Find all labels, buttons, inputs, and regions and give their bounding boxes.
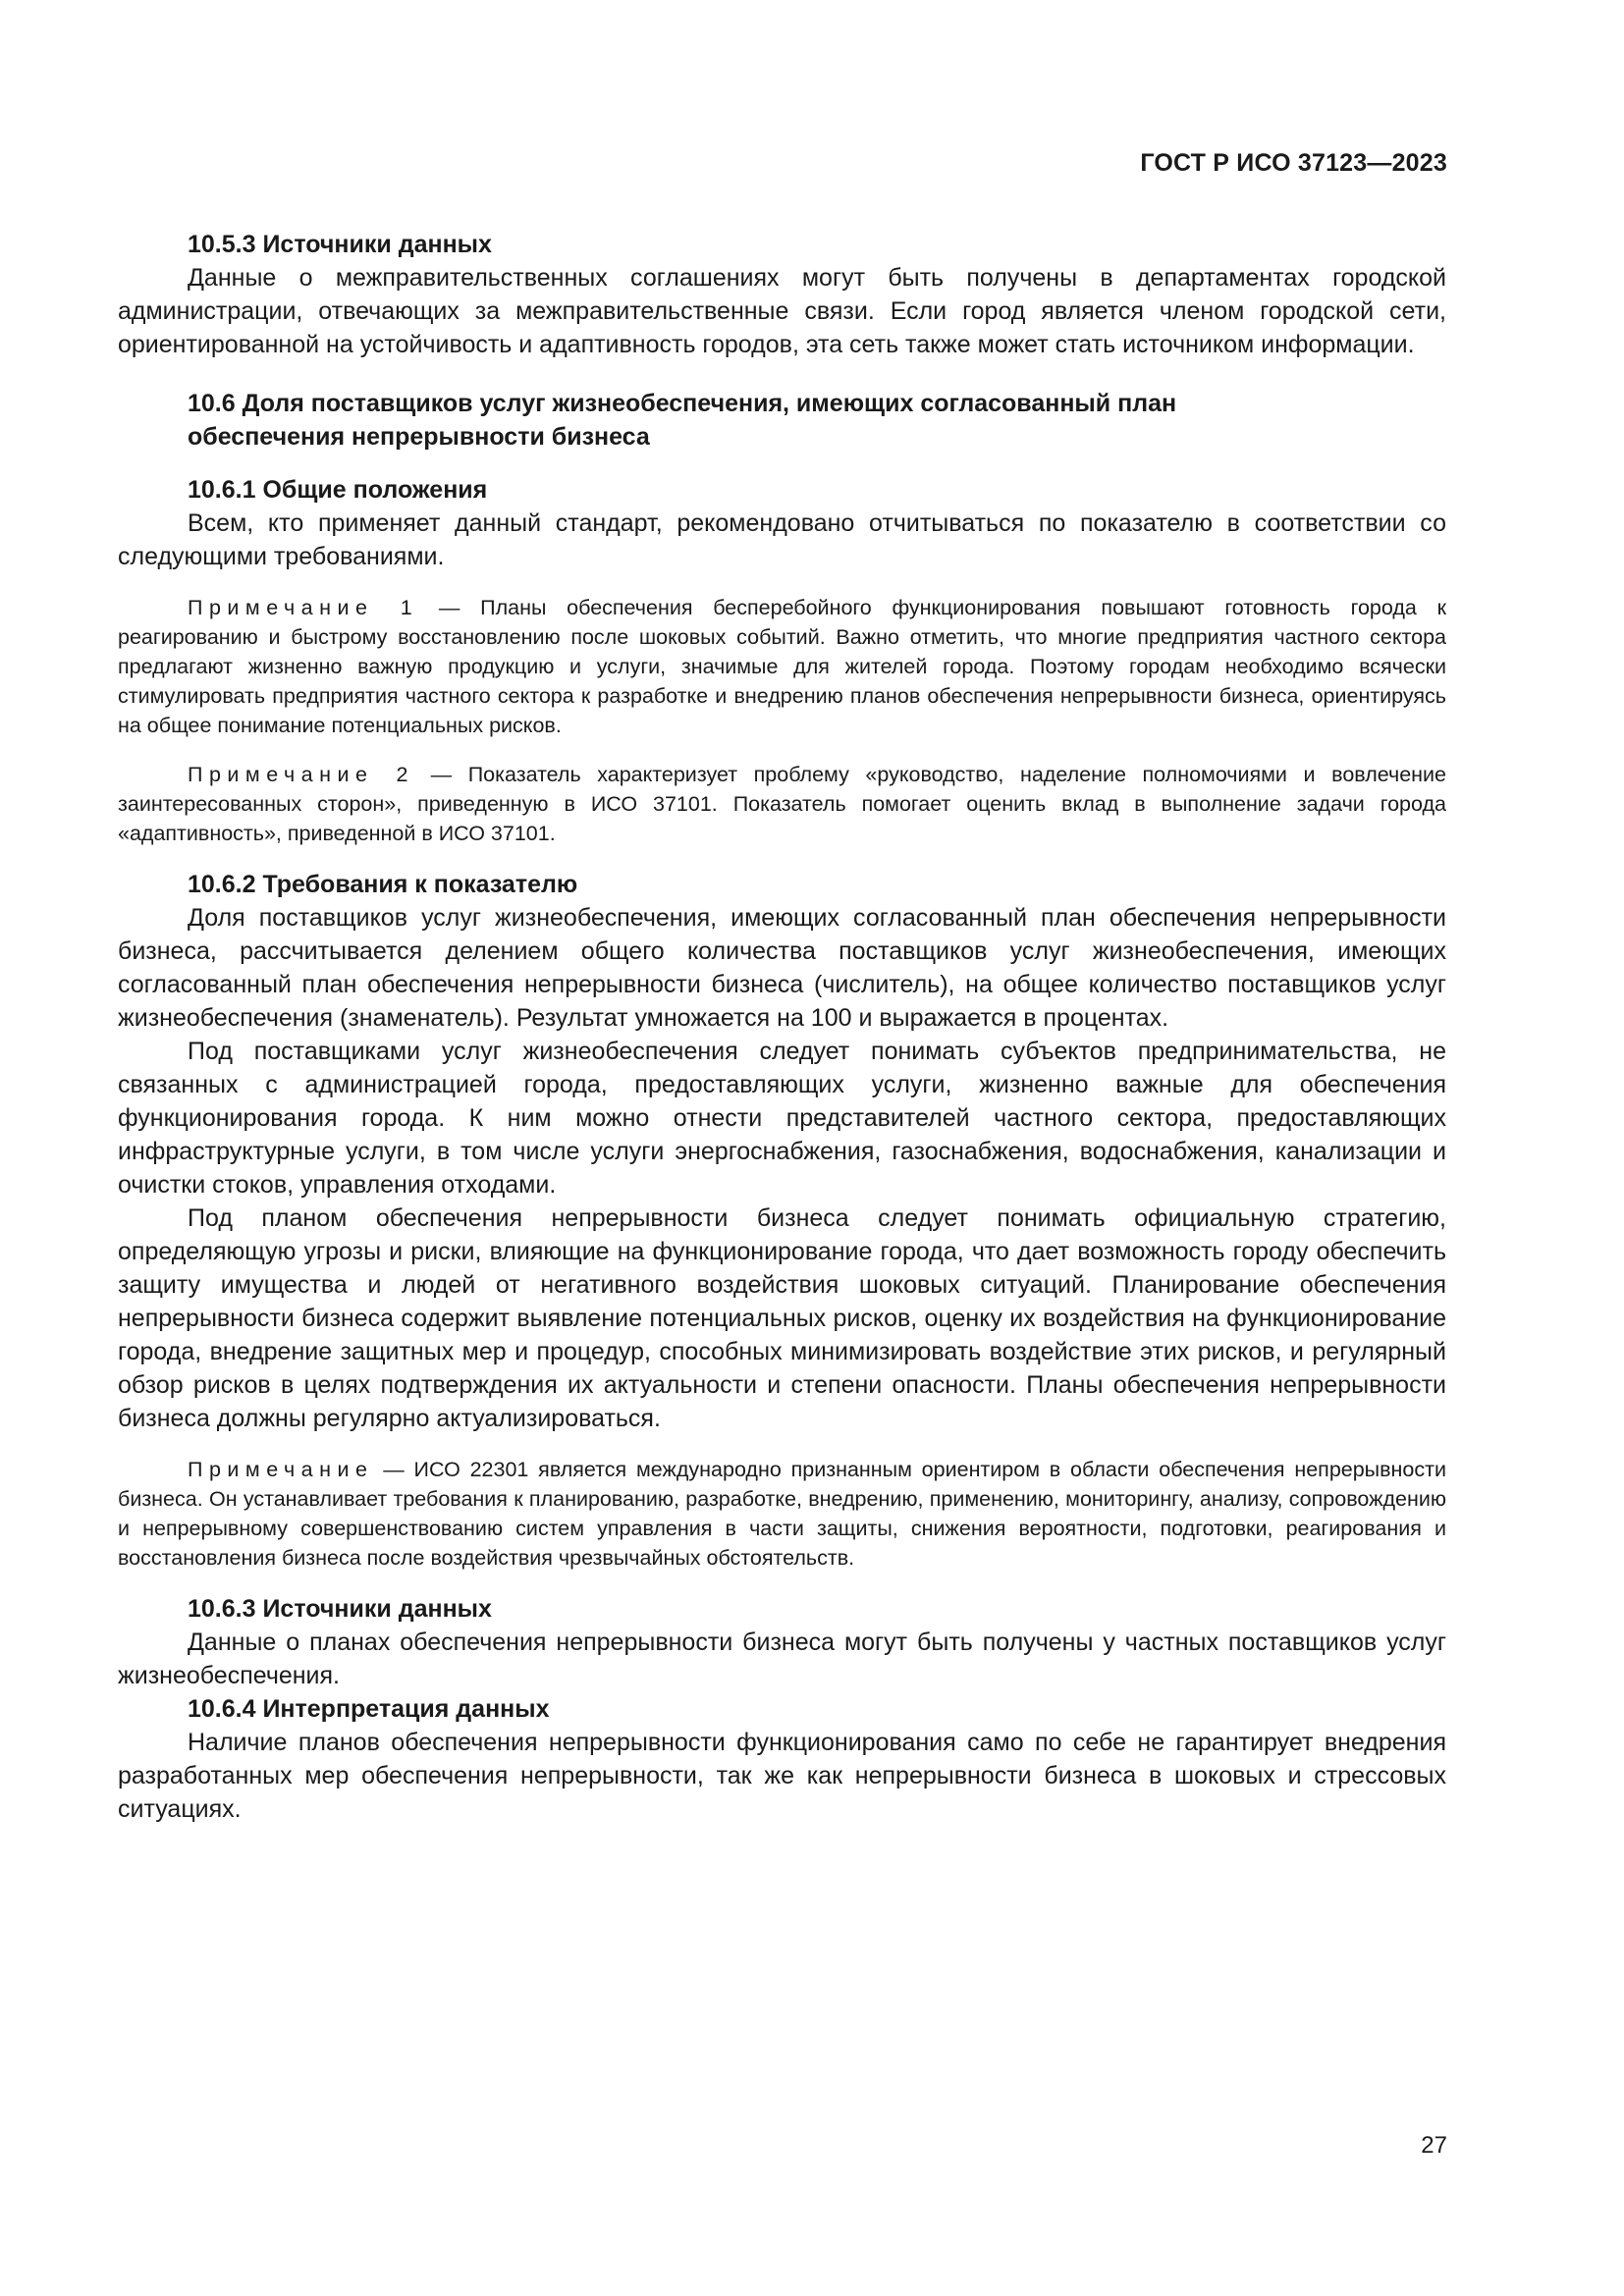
note-2-text: — Показатель характеризует проблему «руководство, наделение полномочиями и вовлечение заинтересованных сторон», приведенную в ИСО 37101. Показатель помогает оценить вклад в выполнение задачи города «адаптивность», приведенной в ИСО 37101. — [118, 763, 1447, 845]
note-3 — [118, 1455, 1446, 1573]
note-1-text: — Планы обеспечения бесперебойного функционирования повышают готовность города к реагированию и быстрому восстановлению после шоковых событий. Важно отметить, что многие предприятия частного сектора предлагают жизненно важную продукцию и услуги, значимые для жителей города. Поэтому городам необходимо всячески стимулировать предприятия частного сектора к разработке и внедрению планов обеспечения непрерывности бизнеса, ориентируясь на общее понимание потенциальных рисков. — [118, 596, 1447, 737]
note-3-label: Примечание — [188, 1458, 374, 1481]
section-10-5-3-paragraph: Данные о межправительственных соглашениях могут быть получены в департаментах городской администрации, отвечающих за межправительственные связи. Если город является членом городской сети, ориентированной на устойчивость и адаптивность городов, эта сеть также может стать источником информации. — [118, 264, 1446, 358]
section-10-6-heading-line2: обеспечения непрерывности бизнеса — [188, 423, 650, 451]
section-10-6-3-paragraph: Данные о планах обеспечения непрерывности бизнеса могут быть получены у частных поставщиков услуг жизнеобеспечения. — [118, 1629, 1446, 1689]
note-2-label: Примечание 2 — [188, 763, 415, 786]
section-10-6-2-paragraph-1: Доля поставщиков услуг жизнеобеспечения, имеющих согласованный план обеспечения непрерывности бизнеса, рассчитывается делением общего количества поставщиков услуг жизнеобеспечения, имеющих согласованный план обеспечения непрерывности бизнеса (числитель), на общее количество поставщиков услуг жизнеобеспечения (знаменатель). Результат умножается на 100 и выражается в процентах. — [118, 904, 1446, 1032]
section-10-6-3-heading: 10.6.3 Источники данных — [188, 1595, 492, 1623]
page-content — [118, 228, 1446, 1826]
section-10-6-2-paragraph-2: Под поставщиками услуг жизнеобеспечения следует понимать субъектов предпринимательства, не связанных с администрацией города, предоставляющих услуги, жизненно важные для обеспечения функционирования города. К ним можно отнести представителей частного сектора, предоставляющих инфраструктурные услуги, в том числе услуги энергоснабжения, газоснабжения, водоснабжения, канализации и очистки стоков, управления отходами. — [118, 1038, 1446, 1199]
standard-code: ГОСТ Р ИСО 37123—2023 — [1140, 149, 1447, 177]
note-1-label: Примечание 1 — [188, 596, 419, 619]
section-10-5-3-heading: 10.5.3 Источники данных — [188, 231, 492, 258]
note-1 — [118, 593, 1446, 740]
section-10-6-1-paragraph: Всем, кто применяет данный стандарт, рекомендовано отчитываться по показателю в соответствии со следующими требованиями. — [118, 509, 1446, 570]
note-2 — [118, 760, 1446, 848]
section-10-6-4-paragraph: Наличие планов обеспечения непрерывности функционирования само по себе не гарантирует внедрения разработанных мер обеспечения непрерывности, так же как непрерывности бизнеса в шоковых и стрессовых ситуациях. — [118, 1729, 1446, 1823]
section-10-6-1-heading: 10.6.1 Общие положения — [188, 476, 488, 504]
section-10-6-2-heading: 10.6.2 Требования к показателю — [188, 871, 578, 898]
section-10-6-4-heading: 10.6.4 Интерпретация данных — [188, 1695, 550, 1723]
section-10-6-heading-line1: 10.6 Доля поставщиков услуг жизнеобеспечения, имеющих согласованный план — [188, 390, 1177, 417]
section-10-6-2-paragraph-3: Под планом обеспечения непрерывности бизнеса следует понимать официальную стратегию, определяющую угрозы и риски, влияющие на функционирование города, что дает возможность городу обеспечить защиту имущества и людей от негативного воздействия шоковых ситуаций. Планирование обеспечения непрерывности бизнеса содержит выявление потенциальных рисков, оценку их воздействия на функционирование города, внедрение защитных мер и процедур, способных минимизировать воздействие этих рисков, и регулярный обзор рисков в целях подтверждения их актуальности и степени опасности. Планы обеспечения непрерывности бизнеса должны регулярно актуализироваться. — [118, 1204, 1446, 1432]
note-3-text: — ИСО 22301 является международно признанным ориентиром в области обеспечения непрерывности бизнеса. Он устанавливает требования к планированию, разработке, внедрению, применению, мониторингу, анализу, сопровождению и непрерывному совершенствованию систем управления в части защиты, снижения вероятности, подготовки, реагирования и восстановления бизнеса после воздействия чрезвычайных обстоятельств. — [118, 1458, 1446, 1570]
page-number: 27 — [1421, 2132, 1447, 2159]
